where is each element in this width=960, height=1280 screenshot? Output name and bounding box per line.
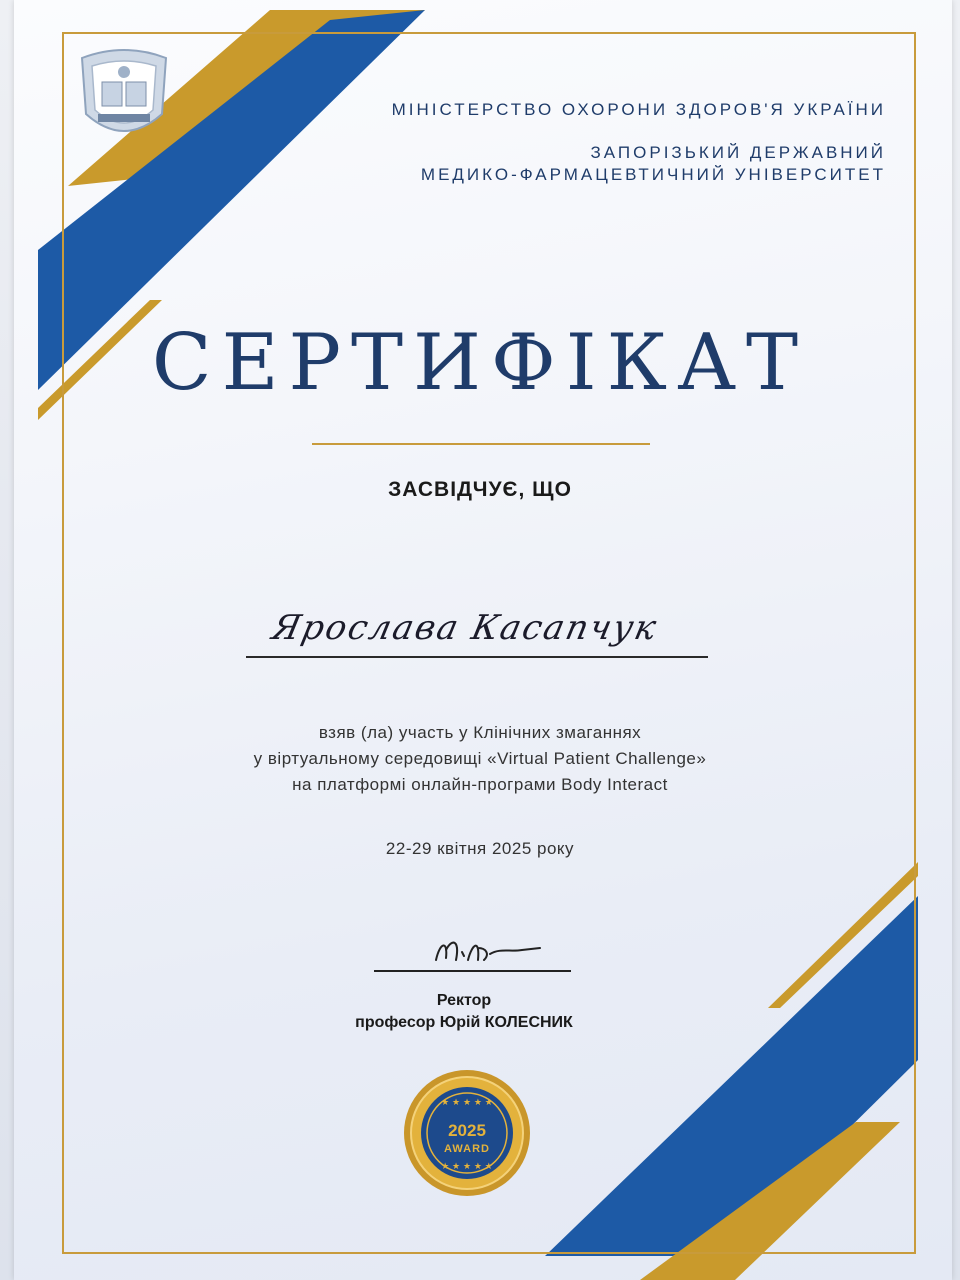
event-dates: 22-29 квітня 2025 року — [385, 839, 575, 858]
university-emblem-icon — [76, 44, 172, 150]
svg-text:★ ★ ★ ★ ★: ★ ★ ★ ★ ★ — [441, 1098, 493, 1108]
title-underline — [312, 443, 650, 445]
rector-block — [0, 990, 928, 1034]
signature-line — [374, 970, 571, 972]
description-line-3: на платформі онлайн-програми Body Interact — [292, 775, 668, 794]
university-name-line2: МЕДИКО-ФАРМАЦЕВТИЧНИЙ УНІВЕРСИТЕТ — [420, 165, 886, 184]
participation-description — [0, 720, 960, 798]
seal-label: AWARD — [444, 1143, 490, 1155]
certifies-heading: ЗАСВІДЧУЄ, ЩО — [388, 478, 572, 501]
handwritten-signature — [430, 930, 550, 970]
rector-role: Ректор — [436, 992, 492, 1009]
ministry-name: МІНІСТЕРСТВО ОХОРОНИ ЗДОРОВ'Я УКРАЇНИ — [391, 100, 886, 119]
university-name — [421, 142, 886, 186]
award-seal-icon — [402, 1068, 532, 1198]
description-line-2: у віртуальному середовищі «Virtual Patient Challenge» — [253, 749, 707, 768]
svg-text:★ ★ ★ ★ ★: ★ ★ ★ ★ ★ — [441, 1162, 493, 1172]
description-line-1: взяв (ла) участь у Клінічних змаганнях — [318, 723, 642, 742]
seal-year: 2025 — [448, 1121, 486, 1140]
rector-name: професор Юрій КОЛЕСНИК — [355, 1014, 573, 1031]
certificate-title: СЕРТИФІКАТ — [151, 318, 809, 408]
recipient-underline — [246, 656, 708, 658]
recipient-name: Ярослава Касапчук — [268, 608, 662, 648]
university-name-line1: ЗАПОРІЗЬКИЙ ДЕРЖАВНИЙ — [590, 143, 886, 162]
